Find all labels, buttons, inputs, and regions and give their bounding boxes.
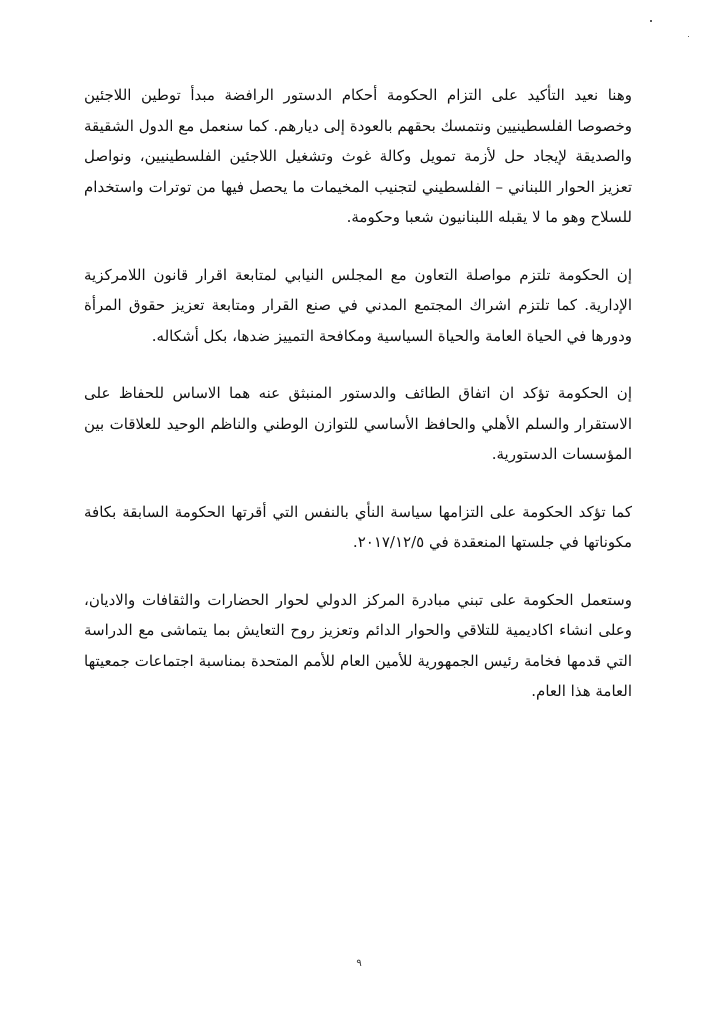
page-number: ٩ [356,958,362,969]
paragraph-decentralization: إن الحكومة تلتزم مواصلة التعاون مع المجلس النيابي لمتابعة اقرار قانون اللامركزية الإدارية. كما تلتزم اشراك المجتمع المدني في صنع القرار ومتابعة تعزيز حقوق المرأة ودورها في الحياة العامة والحياة السياسية ومكافحة التمييز ضدها، بكل أشكاله. [84,265,632,345]
paragraph-dissociation-policy: كما تؤكد الحكومة على التزامها سياسة النأي بالنفس التي أقرتها الحكومة السابقة بكافة مكوناتها في جلستها المنعقدة في ٢٠١٧/١٢/٥. [84,502,632,551]
paragraph-dialogue-initiative: وستعمل الحكومة على تبني مبادرة المركز الدولي لحوار الحضارات والثقافات والاديان، وعلى انشاء اكاديمية للتلاقي والحوار الدائم وتعزيز روح التعايش بما يتماشى مع الدراسة التي قدمها فخامة رئيس الجمهورية للأمين العام للأمم المتحدة بمناسبة اجتماعات جمعيتها العامة هذا العام. [84,590,632,700]
paragraph-refugees: وهنا نعيد التأكيد على التزام الحكومة أحكام الدستور الرافضة مبدأ توطين اللاجئين وخصوصا الفلسطينيين ونتمسك بحقهم بالعودة إلى ديارهم. كما سنعمل مع الدول الشقيقة والصديقة لإيجاد حل لأزمة تمويل وكالة غوث وتشغيل اللاجئين الفلسطينيين، ونواصل تعزيز الحوار اللبناني – الفلسطيني لتجنيب المخيمات ما يحصل فيها من توترات واستخدام للسلاح وهو ما لا يقبله اللبنانيون شعبا وحكومة. [84,86,632,226]
document-body [84,80,632,707]
paragraph-taif-agreement: إن الحكومة تؤكد ان اتفاق الطائف والدستور المنبثق عنه هما الاساس للحفاظ على الاستقرار والسلم الأهلي والحافظ الأساسي للتوازن الوطني والناظم الوحيد للعلاقات بين المؤسسات الدستورية. [84,384,632,463]
scan-speck [650,20,652,22]
scan-speck [688,36,689,37]
